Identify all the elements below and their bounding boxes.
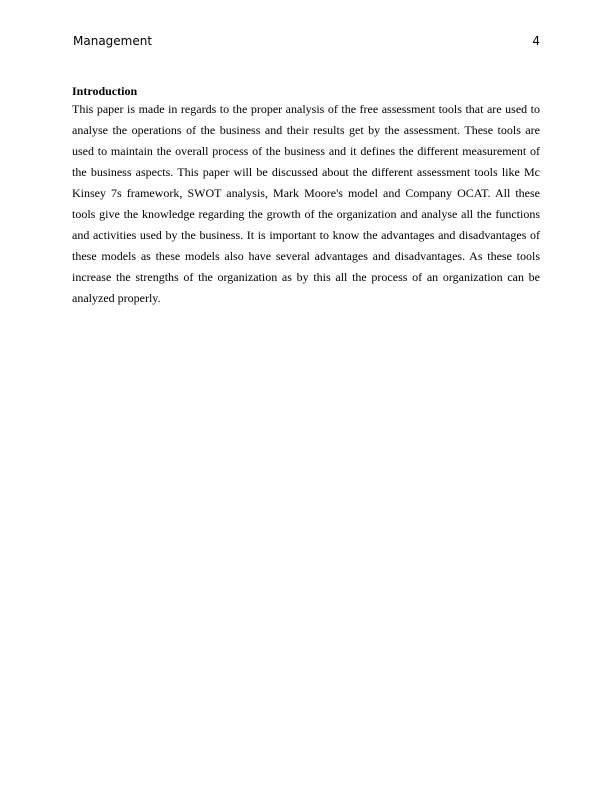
page-number: 4 <box>532 34 540 48</box>
introduction-paragraph: This paper is made in regards to the proper analysis of the free assessment tools that are used to analyse the operations of the business and their results get by the assessment. These tools are used to maintain the overall process of the business and it defines the different measurement of the business aspects. This paper will be discussed about the different assessment tools like Mc Kinsey 7s framework, SWOT analysis, Mark Moore's model and Company OCAT. All these tools give the knowledge regarding the growth of the organization and analyse all the functions and activities used by the business. It is important to know the advantages and disadvantages of these models as these models also have several advantages and disadvantages. As these tools increase the strengths of the organization as by this all the process of an organization can be analyzed properly. <box>72 102 540 305</box>
section-heading: Introduction <box>72 84 138 98</box>
introduction-section <box>72 84 540 309</box>
page-header <box>73 34 540 50</box>
running-title: Management <box>73 34 153 48</box>
